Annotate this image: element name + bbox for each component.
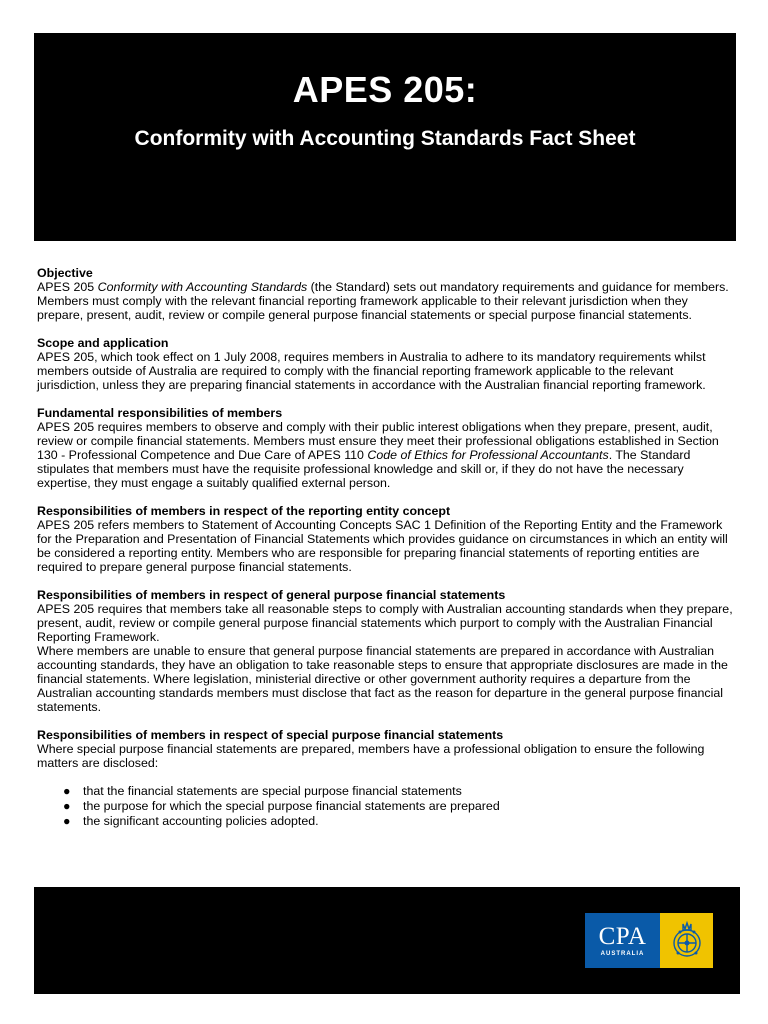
section-heading: Objective xyxy=(37,266,93,280)
section-text: Where members are unable to ensure that general purpose financial statements are prepared in accordance with Australian accounting standards, they have an obligation to take reasonable steps to ensure that appropriate disclosures are made in the financial statements. Where legislation, ministerial directive or other government authority requires a departure from the Australian accounting standards members must disclose that fact as the reason for departure in the general purpose financial statements. xyxy=(37,644,728,714)
section-text: APES 205 refers members to Statement of Accounting Concepts SAC 1 Definition of the Reporting Entity and the Framework for the Preparation and Presentation of Financial Statements which provides guidance on circumstances in which an entity will be considered a reporting entity. Members who are responsible for preparing financial statements of reporting entities are required to prepare general purpose financial statements. xyxy=(37,518,728,574)
text-run: APES 205 xyxy=(37,280,98,294)
list-item xyxy=(37,784,735,799)
section-heading: Responsibilities of members in respect of special purpose financial statements xyxy=(37,728,504,742)
list-item xyxy=(37,814,735,829)
footer-banner xyxy=(34,887,740,994)
section-reporting-entity xyxy=(37,504,735,574)
bullet-icon: ● xyxy=(63,799,71,813)
list-item-text: the purpose for which the special purpose financial statements are prepared xyxy=(83,799,500,813)
section-text: APES 205, which took effect on 1 July 2008, requires members in Australia to adhere to its mandatory requirements whilst members outside of Australia are required to comply with the financial reporting framework applicable to the relevant jurisdiction, unless they are preparing financial statements in accordance with the Australian financial reporting framework. xyxy=(37,350,706,392)
logo-main-text: CPA xyxy=(598,922,647,950)
bullet-icon: ● xyxy=(63,784,71,798)
section-scope xyxy=(37,336,735,392)
section-special-purpose xyxy=(37,728,735,829)
disclosure-list xyxy=(37,784,735,829)
italic-title: Conformity with Accounting Standards xyxy=(97,280,308,294)
section-heading: Responsibilities of members in respect of general purpose financial statements xyxy=(37,588,506,602)
section-fundamental xyxy=(37,406,735,490)
list-item-text: the significant accounting policies adopted. xyxy=(83,814,319,828)
text-run: APES 205 requires members to observe and comply with their public interest obligations when they prepare, present, audit, review or compile financial statements. Members must ensure they meet their professional obligations established in Section 130 - Professional Competence and Due Care of APES 110 xyxy=(37,420,719,462)
section-general-purpose xyxy=(37,588,735,714)
italic-title: Code of Ethics for Professional Accountants xyxy=(367,448,609,462)
text-run: . The Standard stipulates that members must have the requisite professional knowledge and skill or, if they do not have the necessary expertise, they must engage a suitably qualified external person. xyxy=(37,448,691,490)
list-item xyxy=(37,799,735,814)
section-heading: Scope and application xyxy=(37,336,169,350)
title-banner xyxy=(34,33,736,241)
section-text xyxy=(37,280,735,322)
section-heading: Fundamental responsibilities of members xyxy=(37,406,283,420)
crest-icon xyxy=(660,913,713,968)
section-text: APES 205 requires that members take all reasonable steps to comply with Australian accounting standards when they prepare, present, audit, review or compile general purpose financial statements which purport to comply with the Australian Financial Reporting Framework. xyxy=(37,602,733,644)
section-text: Where special purpose financial statements are prepared, members have a professional obligation to ensure the following matters are disclosed: xyxy=(37,742,705,770)
section-objective xyxy=(37,266,735,322)
bullet-icon: ● xyxy=(63,814,71,828)
page-title: APES 205: xyxy=(292,69,478,110)
section-heading: Responsibilities of members in respect of the reporting entity concept xyxy=(37,504,451,518)
text-run: (the Standard) sets out mandatory requirements and guidance for members. Members must comply with the relevant financial reporting framework applicable to their relevant jurisdiction when they prepare, present, audit, review or compile general purpose financial statements or special purpose financial statements. xyxy=(37,280,729,322)
cpa-australia-logo xyxy=(585,913,713,968)
logo-wordmark xyxy=(585,913,660,968)
list-item-text: that the financial statements are special purpose financial statements xyxy=(83,784,462,798)
page-subtitle: Conformity with Accounting Standards Fact Sheet xyxy=(134,127,636,150)
logo-sub-text: AUSTRALIA xyxy=(600,950,645,957)
document-body xyxy=(37,266,735,843)
section-text xyxy=(37,420,735,490)
